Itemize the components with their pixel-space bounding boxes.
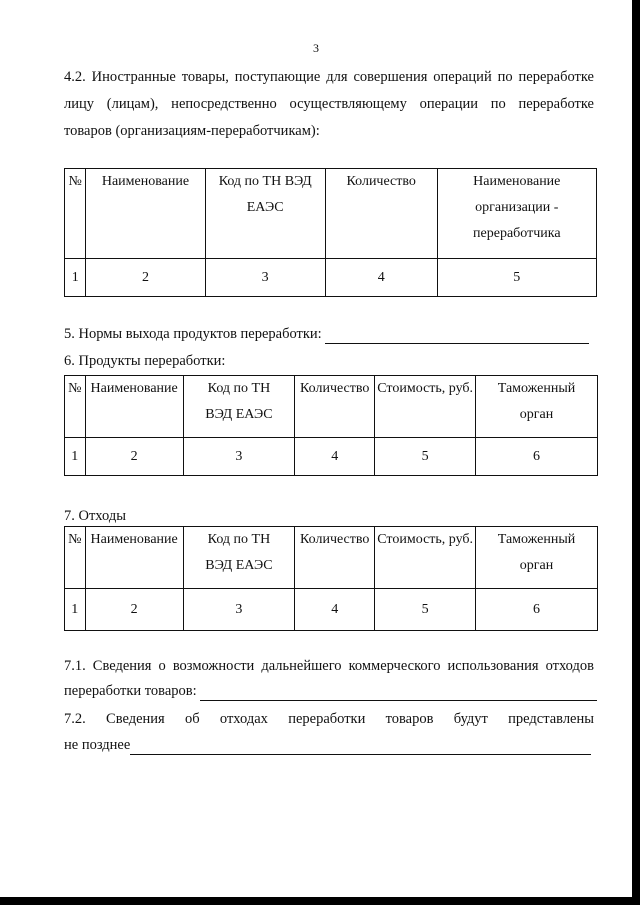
table-header-row	[65, 527, 598, 589]
table-cell: 1	[65, 438, 86, 476]
table-header-cell: Наименование	[86, 169, 205, 259]
table-header-cell: Код по ТН ВЭД ЕАЭС	[205, 169, 325, 259]
table-cell: 3	[183, 589, 294, 631]
table-cell: 2	[85, 438, 183, 476]
table-row	[65, 438, 598, 476]
section-7-2-label: не позднее	[64, 737, 131, 753]
section-7-1-label: переработки товаров:	[64, 683, 197, 699]
table-cell: 4	[295, 589, 375, 631]
products-table	[64, 375, 598, 476]
section-7-title: 7. Отходы	[64, 508, 126, 524]
table-header-cell: Таможенный орган	[476, 376, 598, 438]
table-cell: 1	[65, 259, 86, 297]
table-cell: 2	[85, 589, 183, 631]
section-7-2-line2	[64, 735, 591, 755]
table-header-cell: №	[65, 169, 86, 259]
table-header-cell: Наименование	[85, 527, 183, 589]
section-4-2-line3: товаров (организациям-переработчикам):	[64, 123, 320, 139]
foreign-goods-table	[64, 168, 597, 297]
output-norms-blank[interactable]	[325, 329, 589, 344]
table-header-cell: Количество	[325, 169, 437, 259]
table-cell: 1	[65, 589, 86, 631]
deadline-blank[interactable]	[130, 740, 591, 755]
waste-table	[64, 526, 598, 631]
table-cell: 4	[325, 259, 437, 297]
table-header-row	[65, 169, 597, 259]
table-header-cell: Таможенный орган	[476, 527, 598, 589]
table-cell: 2	[86, 259, 205, 297]
section-6-title: 6. Продукты переработки:	[64, 353, 226, 369]
table-cell: 3	[205, 259, 325, 297]
section-7-2-line1: 7.2. Сведения об отходах переработки товаров будут представлены	[64, 711, 594, 727]
section-7-1-line2	[64, 681, 597, 701]
section-5-line	[64, 324, 589, 344]
waste-use-blank[interactable]	[200, 686, 597, 701]
table-cell: 5	[375, 438, 476, 476]
table-cell: 5	[437, 259, 596, 297]
table-header-cell: Количество	[295, 527, 375, 589]
table-header-row	[65, 376, 598, 438]
table-header-cell: Стоимость, руб.	[375, 376, 476, 438]
table-header-cell: Количество	[295, 376, 375, 438]
table-header-cell: Код по ТН ВЭД ЕАЭС	[183, 527, 294, 589]
section-5-label: 5. Нормы выхода продуктов переработки:	[64, 326, 322, 342]
table-header-cell: №	[65, 376, 86, 438]
table-cell: 6	[476, 438, 598, 476]
section-4-2-line2: лицу (лицам), непосредственно осуществляющему операции по переработке	[64, 96, 594, 112]
table-cell: 3	[183, 438, 294, 476]
section-4-2-line1: 4.2. Иностранные товары, поступающие для совершения операций по переработке	[64, 69, 594, 85]
table-row	[65, 259, 597, 297]
table-cell: 6	[476, 589, 598, 631]
table-header-cell: Наименование организации - переработчика	[437, 169, 596, 259]
table-header-cell: Наименование	[85, 376, 183, 438]
table-header-cell: Стоимость, руб.	[375, 527, 476, 589]
table-cell: 5	[375, 589, 476, 631]
table-cell: 4	[295, 438, 375, 476]
table-header-cell: Код по ТН ВЭД ЕАЭС	[183, 376, 294, 438]
table-row	[65, 589, 598, 631]
page-number: 3	[313, 41, 319, 55]
table-header-cell: №	[65, 527, 86, 589]
section-7-1-line1: 7.1. Сведения о возможности дальнейшего коммерческого использования отходов	[64, 658, 594, 674]
